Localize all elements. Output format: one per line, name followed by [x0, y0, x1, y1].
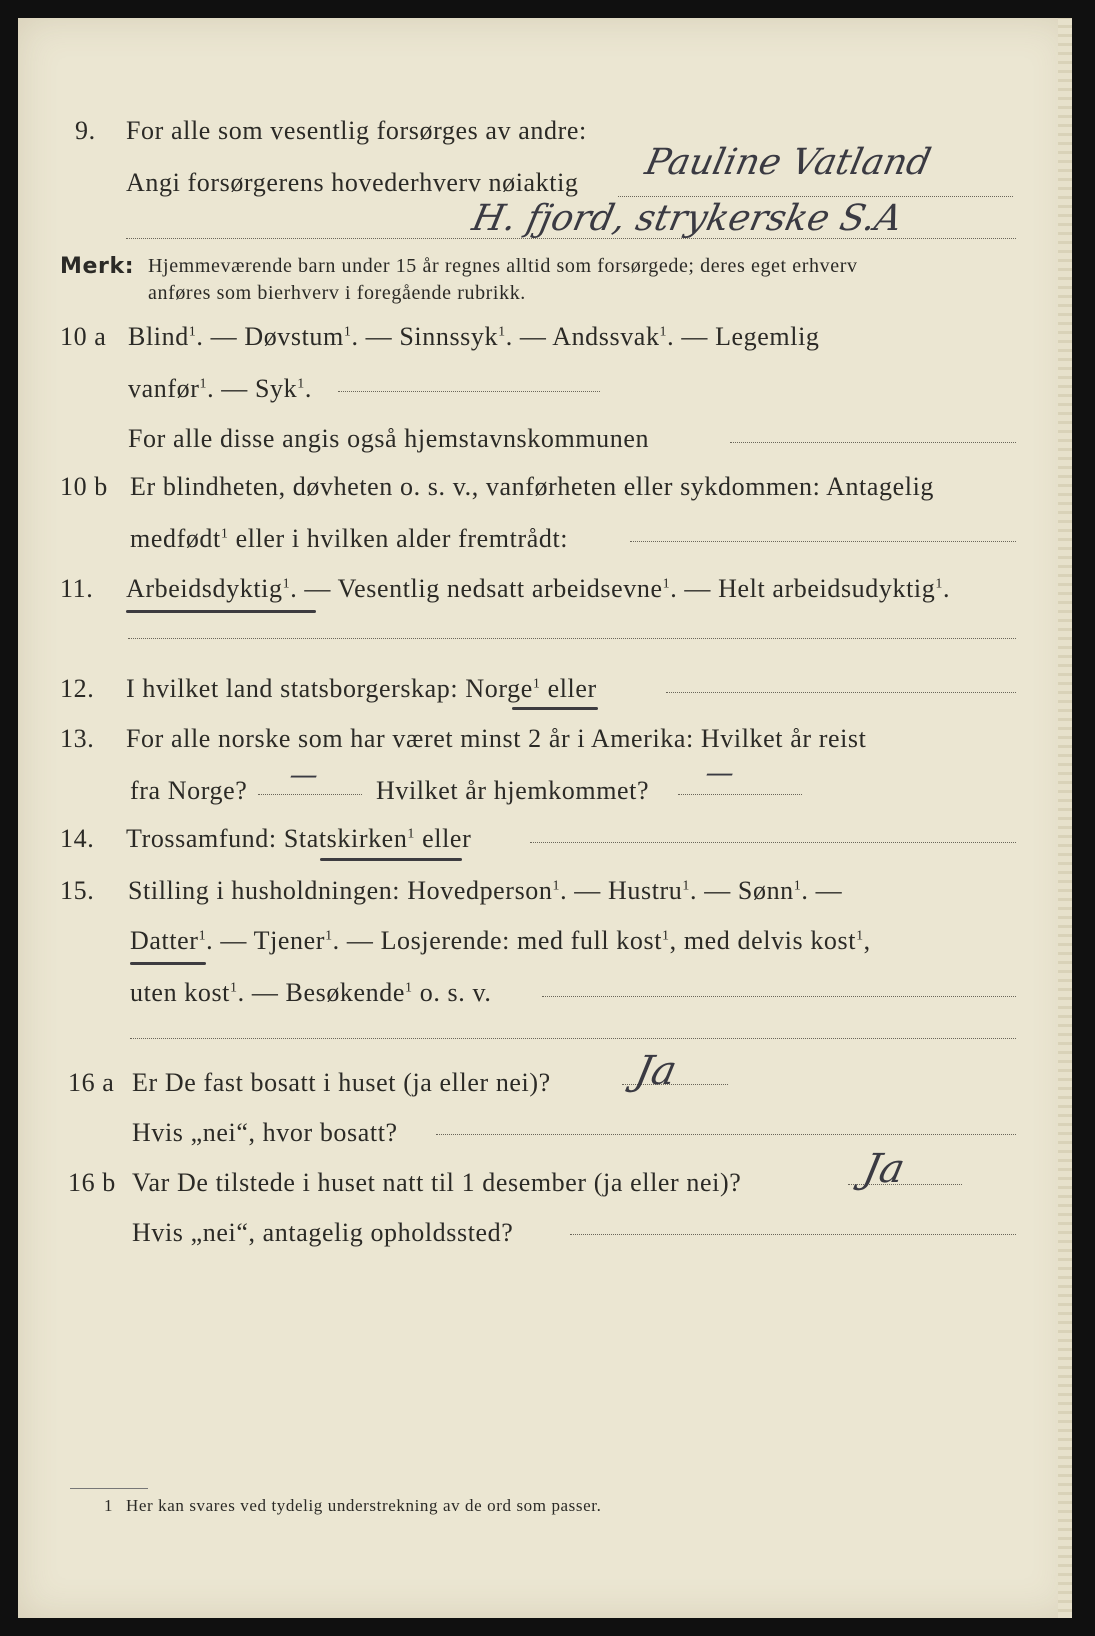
arbeidsdyktig-underline: [126, 610, 316, 613]
q10a-number: 10 a: [60, 322, 107, 351]
q16a-answer: Ja: [631, 1048, 681, 1094]
option-vanfor[interactable]: vanfør: [128, 374, 200, 403]
q15-number: 15.: [60, 876, 95, 905]
q16b-opholdssted-line[interactable]: [570, 1234, 1016, 1235]
q9-handwriting-1: Pauline Vatland: [641, 142, 935, 183]
q15-text-2: Datter$^1$. — Tjener$^1$. — Losjerende: med full kost$^1$, med delvis kost$^1$,: [130, 926, 871, 955]
option-hovedperson[interactable]: Hovedperson: [407, 876, 553, 905]
option-andssvak[interactable]: Andssvak: [552, 322, 660, 351]
q13-text-2a: fra Norge?: [130, 776, 248, 805]
option-blind[interactable]: Blind: [128, 322, 189, 351]
q11-number: 11.: [60, 574, 94, 603]
option-legemlig[interactable]: Legemlig: [715, 322, 820, 351]
option-syk[interactable]: Syk: [254, 374, 298, 403]
datter-underline: [130, 962, 206, 965]
option-uten-kost[interactable]: uten kost: [130, 978, 231, 1007]
q10b-text-2-rest: eller i hvilken alder fremtrådt:: [235, 524, 569, 553]
q12-number: 12.: [60, 674, 95, 703]
q13-handwriting-b: —: [702, 756, 738, 789]
q15-question: Stilling i husholdningen:: [128, 876, 401, 905]
option-full-kost[interactable]: med full kost: [517, 926, 663, 955]
option-nedsatt[interactable]: Vesentlig nedsatt arbeidsevne: [337, 574, 663, 603]
q10b-answer-line[interactable]: [630, 541, 1016, 542]
statskirken-underline: [320, 858, 462, 861]
q13-handwriting-a: —: [286, 758, 322, 791]
option-besokende[interactable]: Besøkende: [285, 978, 406, 1007]
q14-text: Trossamfund: Statskirken$^1$ eller: [126, 824, 472, 853]
q10a-answer-line[interactable]: [338, 391, 600, 392]
option-medfodt[interactable]: medfødt: [130, 524, 221, 553]
q16b-text-1: Var De tilstede i huset natt til 1 desember (ja eller nei)?: [132, 1168, 742, 1197]
q9-text-2: Angi forsørgerens hovederhverv nøiaktig: [126, 168, 579, 197]
q10b-text-1: Er blindheten, døvheten o. s. v., vanførheten eller sykdommen: Antagelig: [130, 472, 934, 501]
q10a-hjemstavn-line[interactable]: [730, 442, 1016, 443]
q10b-text-2: medfødt$^1$ eller i hvilken alder fremtrådt:: [130, 524, 569, 553]
q15-text-3: uten kost$^1$. — Besøkende$^1$ o. s. v.: [130, 978, 492, 1007]
q12-answer-line[interactable]: [666, 692, 1016, 693]
q9-handwriting-2: H. fjord, strykerske S.A: [468, 198, 906, 239]
q9-text-1: For alle som vesentlig forsørges av andre:: [126, 116, 587, 145]
footnote-text: Her kan svares ved tydelig understrekning av de ord som passer.: [126, 1496, 602, 1515]
census-form-page: [18, 18, 1072, 1618]
q15-osv: o. s. v.: [419, 978, 492, 1007]
option-udyktig[interactable]: Helt arbeidsudyktig: [718, 574, 936, 603]
footnote-rule: [70, 1488, 148, 1489]
page-edge: [1058, 18, 1072, 1618]
option-statskirken[interactable]: Statskirken: [283, 824, 408, 853]
q10a-text-3: For alle disse angis også hjemstavnskommunen: [128, 424, 650, 453]
option-datter[interactable]: Datter: [130, 926, 199, 955]
q16b-number: 16 b: [68, 1168, 116, 1197]
q14-answer-line[interactable]: [530, 842, 1016, 843]
q11-answer-line[interactable]: [128, 638, 1016, 639]
footnote-mark: 1: [104, 1496, 114, 1515]
q14-number: 14.: [60, 824, 95, 853]
q13-text-1: For alle norske som har været minst 2 år i Amerika: Hvilket år reist: [126, 724, 867, 753]
q15-text-1: Stilling i husholdningen: Hovedperson$^1$. — Hustru$^1$. — Sønn$^1$. —: [128, 876, 843, 905]
q10b-number: 10 b: [60, 472, 108, 501]
q10a-options: Blind$^1$. — Døvstum$^1$. — Sinnssyk$^1$. — Andssvak$^1$. — Legemlig: [128, 322, 820, 351]
option-sonn[interactable]: Sønn: [737, 876, 794, 905]
option-sinnssyk[interactable]: Sinnssyk: [399, 322, 499, 351]
q10a-options-2: vanfør$^1$. — Syk$^1$.: [128, 374, 312, 403]
q13-answer-line-b[interactable]: [678, 794, 802, 795]
option-dovstum[interactable]: Døvstum: [244, 322, 344, 351]
option-delvis-kost[interactable]: med delvis kost: [683, 926, 857, 955]
q16a-number: 16 a: [68, 1068, 115, 1097]
q12-eller: eller: [547, 674, 597, 703]
option-norge[interactable]: Norge: [465, 674, 533, 703]
q15-answer-line-2[interactable]: [130, 1038, 1016, 1039]
merk-label: Merk:: [60, 254, 135, 279]
q11-options: Arbeidsdyktig$^1$. — Vesentlig nedsatt arbeidsevne$^1$. — Helt arbeidsudyktig$^1$.: [126, 574, 951, 603]
q9-number: 9.: [75, 116, 96, 145]
option-arbeidsdyktig[interactable]: Arbeidsdyktig: [126, 574, 283, 603]
merk-text-1: Hjemmeværende barn under 15 år regnes alltid som forsørgede; deres eget erhverv: [148, 255, 858, 277]
q16a-text-2: Hvis „nei“, hvor bosatt?: [132, 1118, 398, 1147]
q14-question: Trossamfund:: [126, 824, 277, 853]
q9-answer-line-1[interactable]: [618, 196, 1013, 197]
q12-question: I hvilket land statsborgerskap:: [126, 674, 459, 703]
q12-text: I hvilket land statsborgerskap: Norge$^1$ eller: [126, 674, 597, 703]
q14-eller: eller: [422, 824, 472, 853]
q15-answer-line-1[interactable]: [542, 996, 1016, 997]
q13-text-2b: Hvilket år hjemkommet?: [376, 776, 650, 805]
q13-number: 13.: [60, 724, 95, 753]
option-hustru[interactable]: Hustru: [608, 876, 683, 905]
q16b-text-2: Hvis „nei“, antagelig opholdssted?: [132, 1218, 514, 1247]
q13-answer-line-a[interactable]: [258, 794, 362, 795]
norge-underline: [512, 707, 598, 710]
option-tjener[interactable]: Tjener: [253, 926, 326, 955]
q9-answer-line-2[interactable]: [126, 238, 1016, 239]
q15-losjerende: Losjerende:: [380, 926, 510, 955]
q16a-bosatt-line[interactable]: [436, 1134, 1016, 1135]
merk-text-2: anføres som bierhverv i foregående rubrikk.: [148, 282, 526, 304]
q16a-text-1: Er De fast bosatt i huset (ja eller nei)?: [132, 1068, 551, 1097]
q16b-answer: Ja: [859, 1146, 909, 1192]
